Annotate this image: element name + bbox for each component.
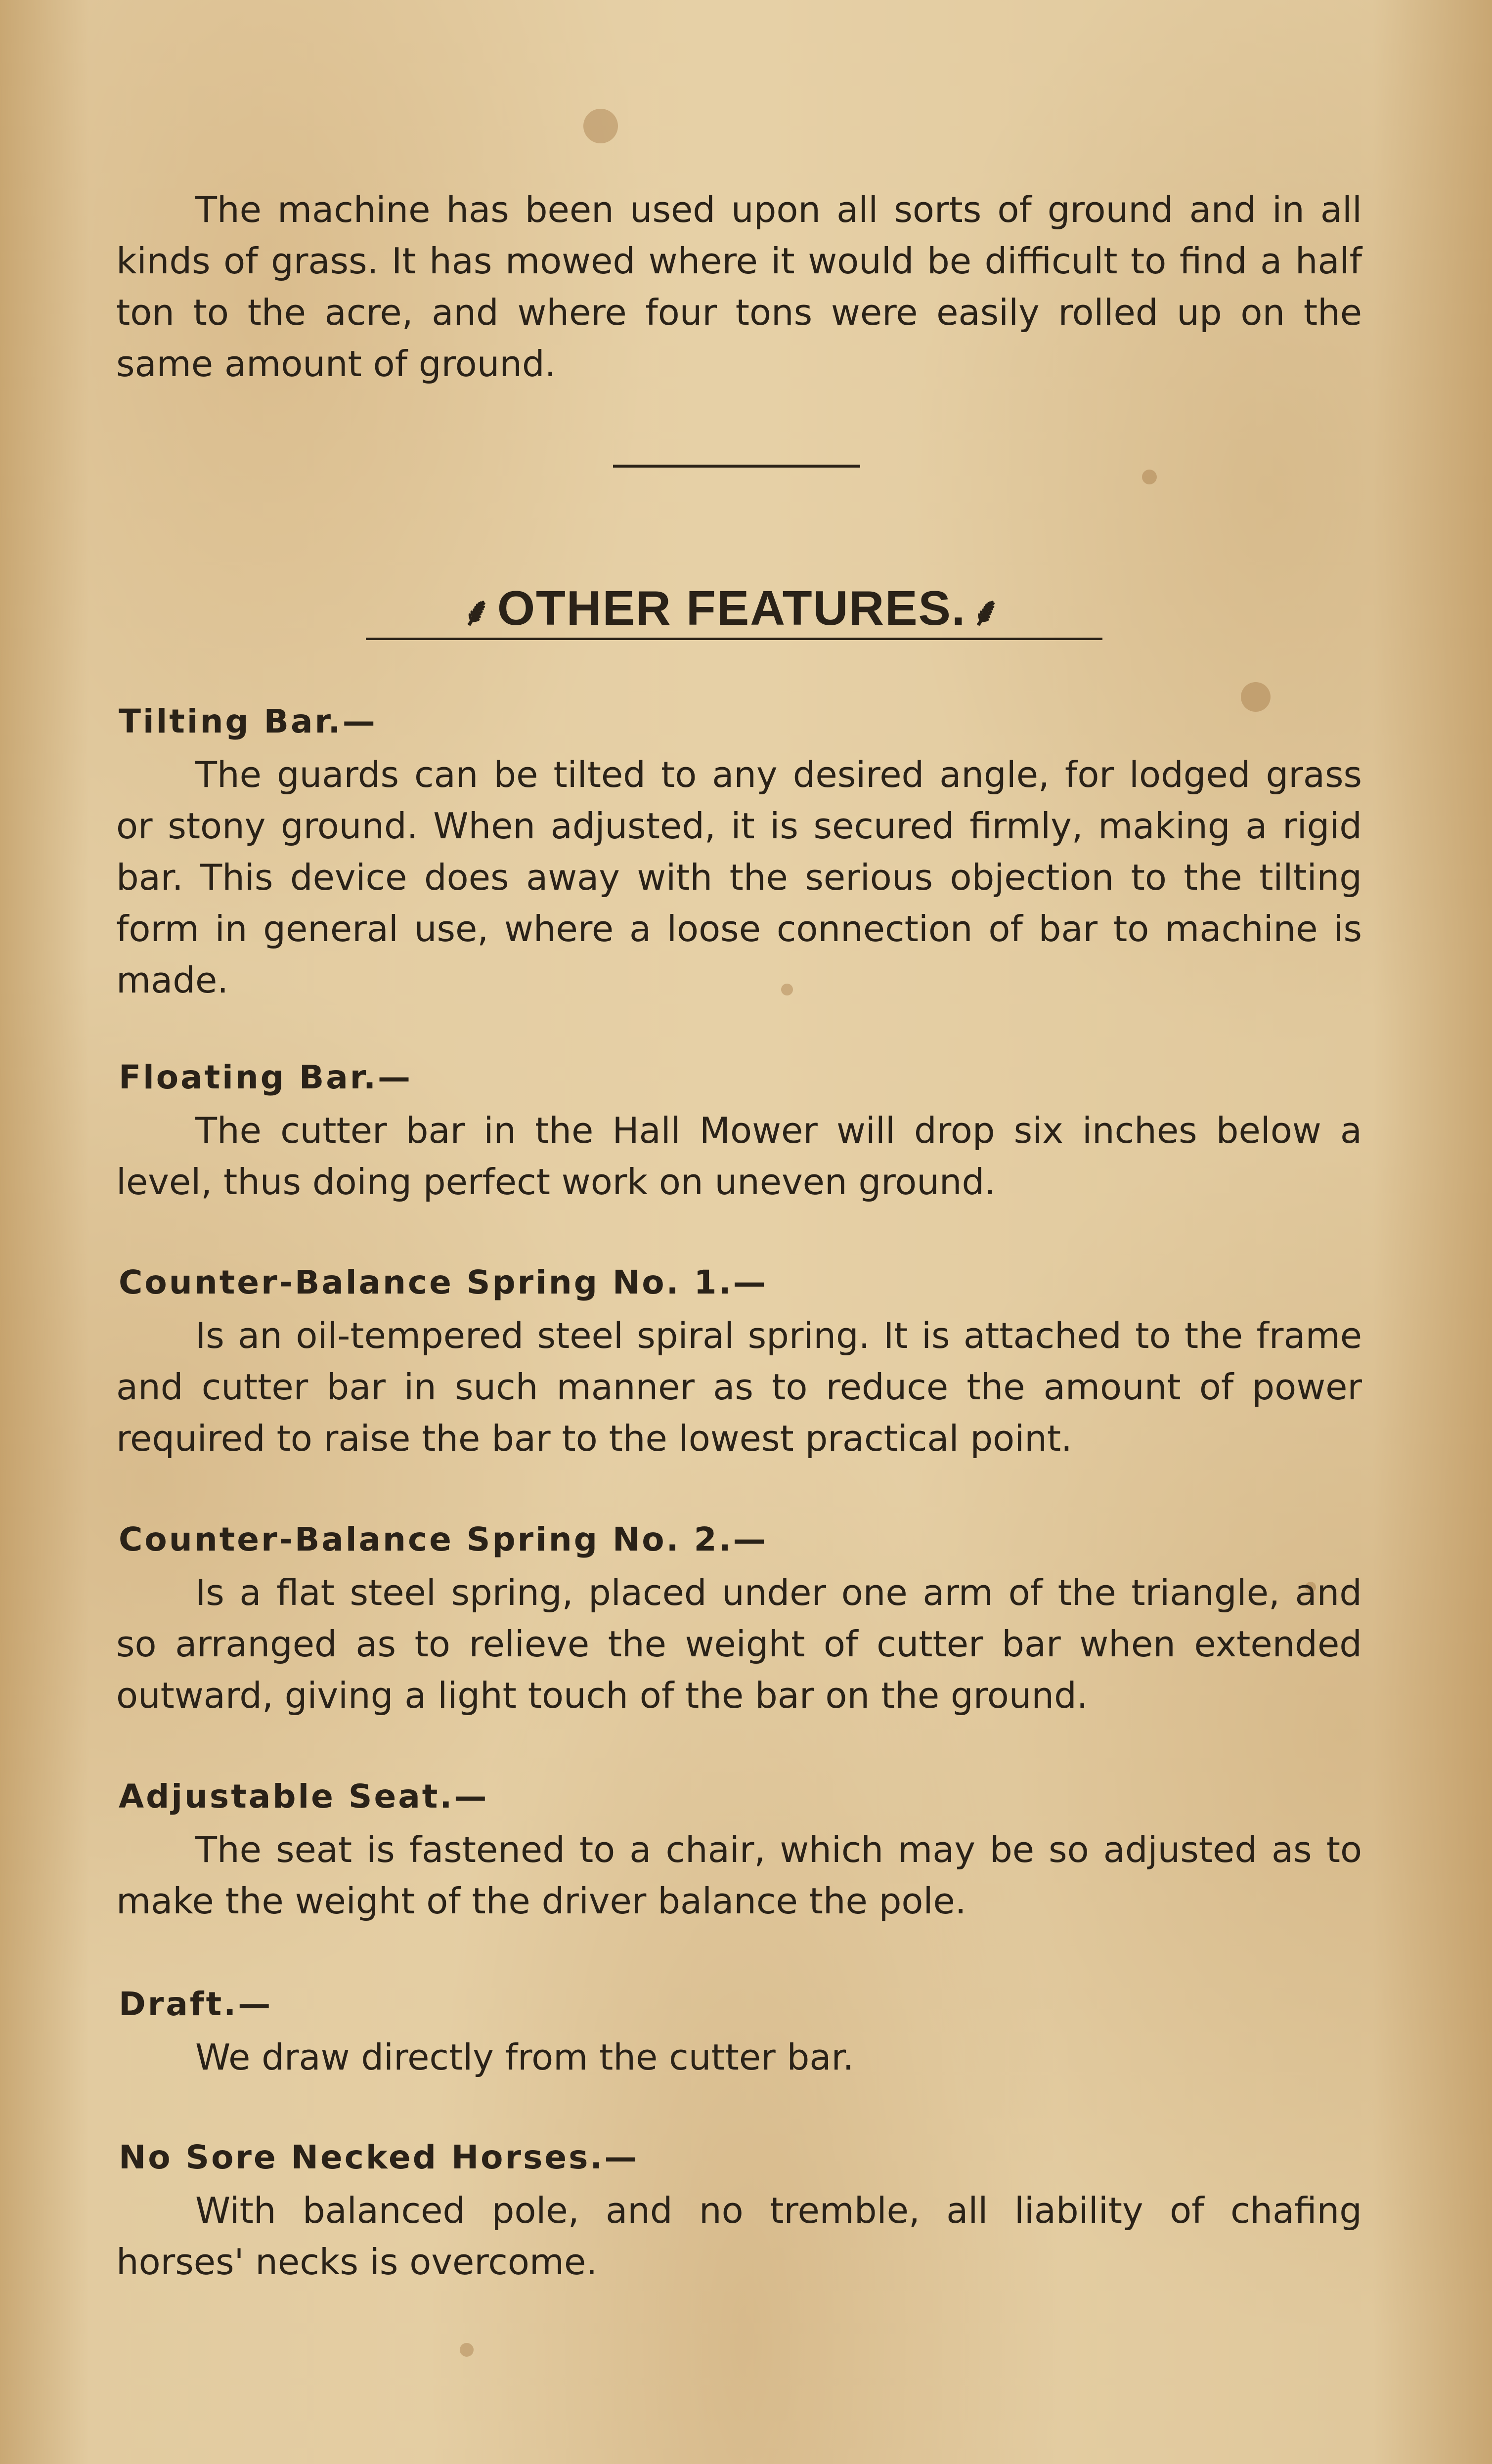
age-spot (460, 2343, 474, 2357)
feature-heading-adjustable-seat: Adjustable Seat.— (119, 1777, 489, 1816)
section-title (366, 578, 1097, 642)
feature-heading-floating-bar: Floating Bar.— (119, 1058, 413, 1096)
feature-body: Is an oil-tempered steel spiral spring. It is attached to the frame and cutter bar in such manner as to reduce the amount of power required to raise the bar to the lowest practical point. (116, 1315, 1362, 1459)
feature-heading-draft: Draft.— (119, 1985, 273, 2023)
intro-text: The machine has been used upon all sorts of ground and in all kinds of grass. It has mowed where it would be difficult to find a half ton to the acre, and where four tons were easily rolled up on the same amount of ground. (116, 189, 1362, 385)
feature-heading-spring-1: Counter-Balance Spring No. 1.— (119, 1263, 768, 1301)
age-spot (583, 109, 618, 143)
feature-text-no-sore-necked-horses (116, 2185, 1362, 2288)
feature-body: With balanced pole, and no tremble, all liability of chafing horses' necks is overcome. (116, 2190, 1362, 2283)
feature-body: The guards can be tilted to any desired angle, for lodged grass or stony ground. When adjusted, it is secured firmly, making a rigid bar. This device does away with the serious objection to the tilting form in general use, where a loose connection of bar to machine is made. (116, 754, 1362, 1001)
sprig-left-icon: ⸙ (461, 590, 492, 634)
sprig-right-icon: ⸙ (971, 590, 1002, 634)
intro-paragraph (116, 184, 1362, 389)
title-underline (366, 638, 1102, 640)
feature-text-tilting-bar (116, 749, 1362, 1006)
feature-body: Is a flat steel spring, placed under one arm of the triangle, and so arranged as to relieve the weight of cutter bar when extended outward, giving a light touch of the bar on the ground. (116, 1572, 1362, 1716)
section-divider (613, 465, 860, 468)
feature-text-spring-2 (116, 1567, 1362, 1721)
section-title-text: OTHER FEATURES. (497, 581, 966, 635)
feature-body: The cutter bar in the Hall Mower will drop six inches below a level, thus doing perfect work on uneven ground. (116, 1110, 1362, 1203)
feature-body: The seat is fastened to a chair, which may be so adjusted as to make the weight of the driver balance the pole. (116, 1829, 1362, 1922)
feature-text-floating-bar (116, 1105, 1362, 1208)
feature-text-adjustable-seat (116, 1824, 1362, 1927)
age-spot (1241, 682, 1271, 712)
feature-heading-spring-2: Counter-Balance Spring No. 2.— (119, 1520, 768, 1558)
feature-text-draft (116, 2032, 1362, 2083)
feature-heading-tilting-bar: Tilting Bar.— (119, 702, 377, 740)
age-spot (1142, 470, 1157, 484)
feature-text-spring-1 (116, 1310, 1362, 1464)
feature-body: We draw directly from the cutter bar. (195, 2036, 854, 2078)
feature-heading-no-sore-necked-horses: No Sore Necked Horses.— (119, 2138, 639, 2176)
